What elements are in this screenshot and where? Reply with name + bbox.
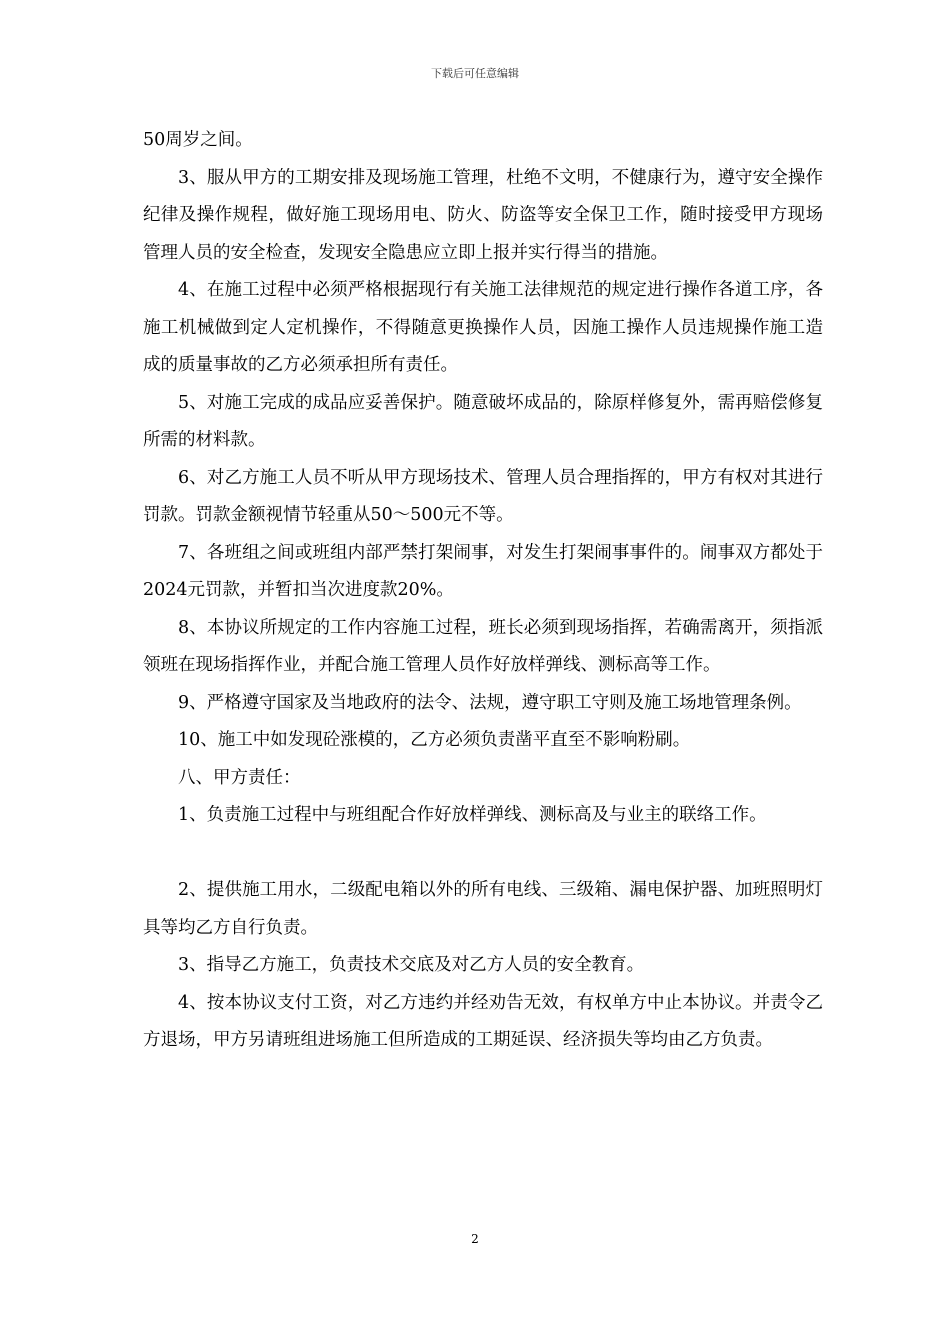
paragraph-age-range: 50周岁之间。 (143, 130, 253, 150)
page-number: 2 (471, 1232, 479, 1246)
paragraph-clause-6: 6、对乙方施工人员不听从甲方现场技术、管理人员合理指挥的，甲方有权对其进行罚款。罚款金额视情节轻重从50～500元不等。 (143, 467, 823, 525)
paragraph-spacer (143, 835, 823, 873)
paragraph-clause-10: 10、施工中如发现砼涨模的，乙方必须负责凿平直至不影响粉刷。 (178, 730, 691, 750)
paragraph-clause-7: 7、各班组之间或班组内部严禁打架闹事，对发生打架闹事事件的。闹事双方都处于2024元罚款，并暂扣当次进度款20%。 (143, 542, 823, 600)
paragraph-clause-4: 4、在施工过程中必须严格根据现行有关施工法律规范的规定进行操作各道工序，各施工机械做到定人定机操作，不得随意更换操作人员，因施工操作人员违规操作施工造成的质量事故的乙方必须承担所有责任。 (143, 280, 823, 375)
paragraph-clause-3: 3、服从甲方的工期安排及现场施工管理，杜绝不文明，不健康行为，遵守安全操作纪律及操作规程，做好施工现场用电、防火、防盗等安全保卫工作，随时接受甲方现场管理人员的安全检查，发现安全隐患应立即上报并实行得当的措施。 (143, 167, 823, 263)
paragraph-clause-9: 9、严格遵守国家及当地政府的法令、法规，遵守职工守则及施工场地管理条例。 (178, 692, 802, 713)
paragraph-party-a-4: 4、按本协议支付工资，对乙方违约并经劝告无效，有权单方中止本协议。并责令乙方退场，甲方另请班组进场施工但所造成的工期延误、经济损失等均由乙方负责。 (143, 992, 823, 1050)
page-header: 下载后可任意编辑 (431, 67, 519, 80)
paragraph-clause-5: 5、对施工完成的成品应妥善保护。随意破坏成品的，除原样修复外，需再赔偿修复所需的材料款。 (143, 392, 823, 450)
paragraph-clause-8: 8、本协议所规定的工作内容施工过程，班长必须到现场指挥，若确需离开，须指派领班在现场指挥作业，并配合施工管理人员作好放样弹线、测标高等工作。 (143, 617, 823, 675)
paragraph-party-a-1: 1、负责施工过程中与班组配合作好放样弹线、测标高及与业主的联络工作。 (178, 805, 767, 825)
section-heading-party-a-responsibilities: 八、甲方责任： (178, 767, 301, 788)
paragraph-party-a-3: 3、指导乙方施工，负责技术交底及对乙方人员的安全教育。 (178, 955, 645, 975)
paragraph-party-a-2: 2、提供施工用水，二级配电箱以外的所有电线、三级箱、漏电保护器、加班照明灯具等均乙方自行负责。 (143, 880, 823, 938)
document-body (143, 122, 823, 1060)
